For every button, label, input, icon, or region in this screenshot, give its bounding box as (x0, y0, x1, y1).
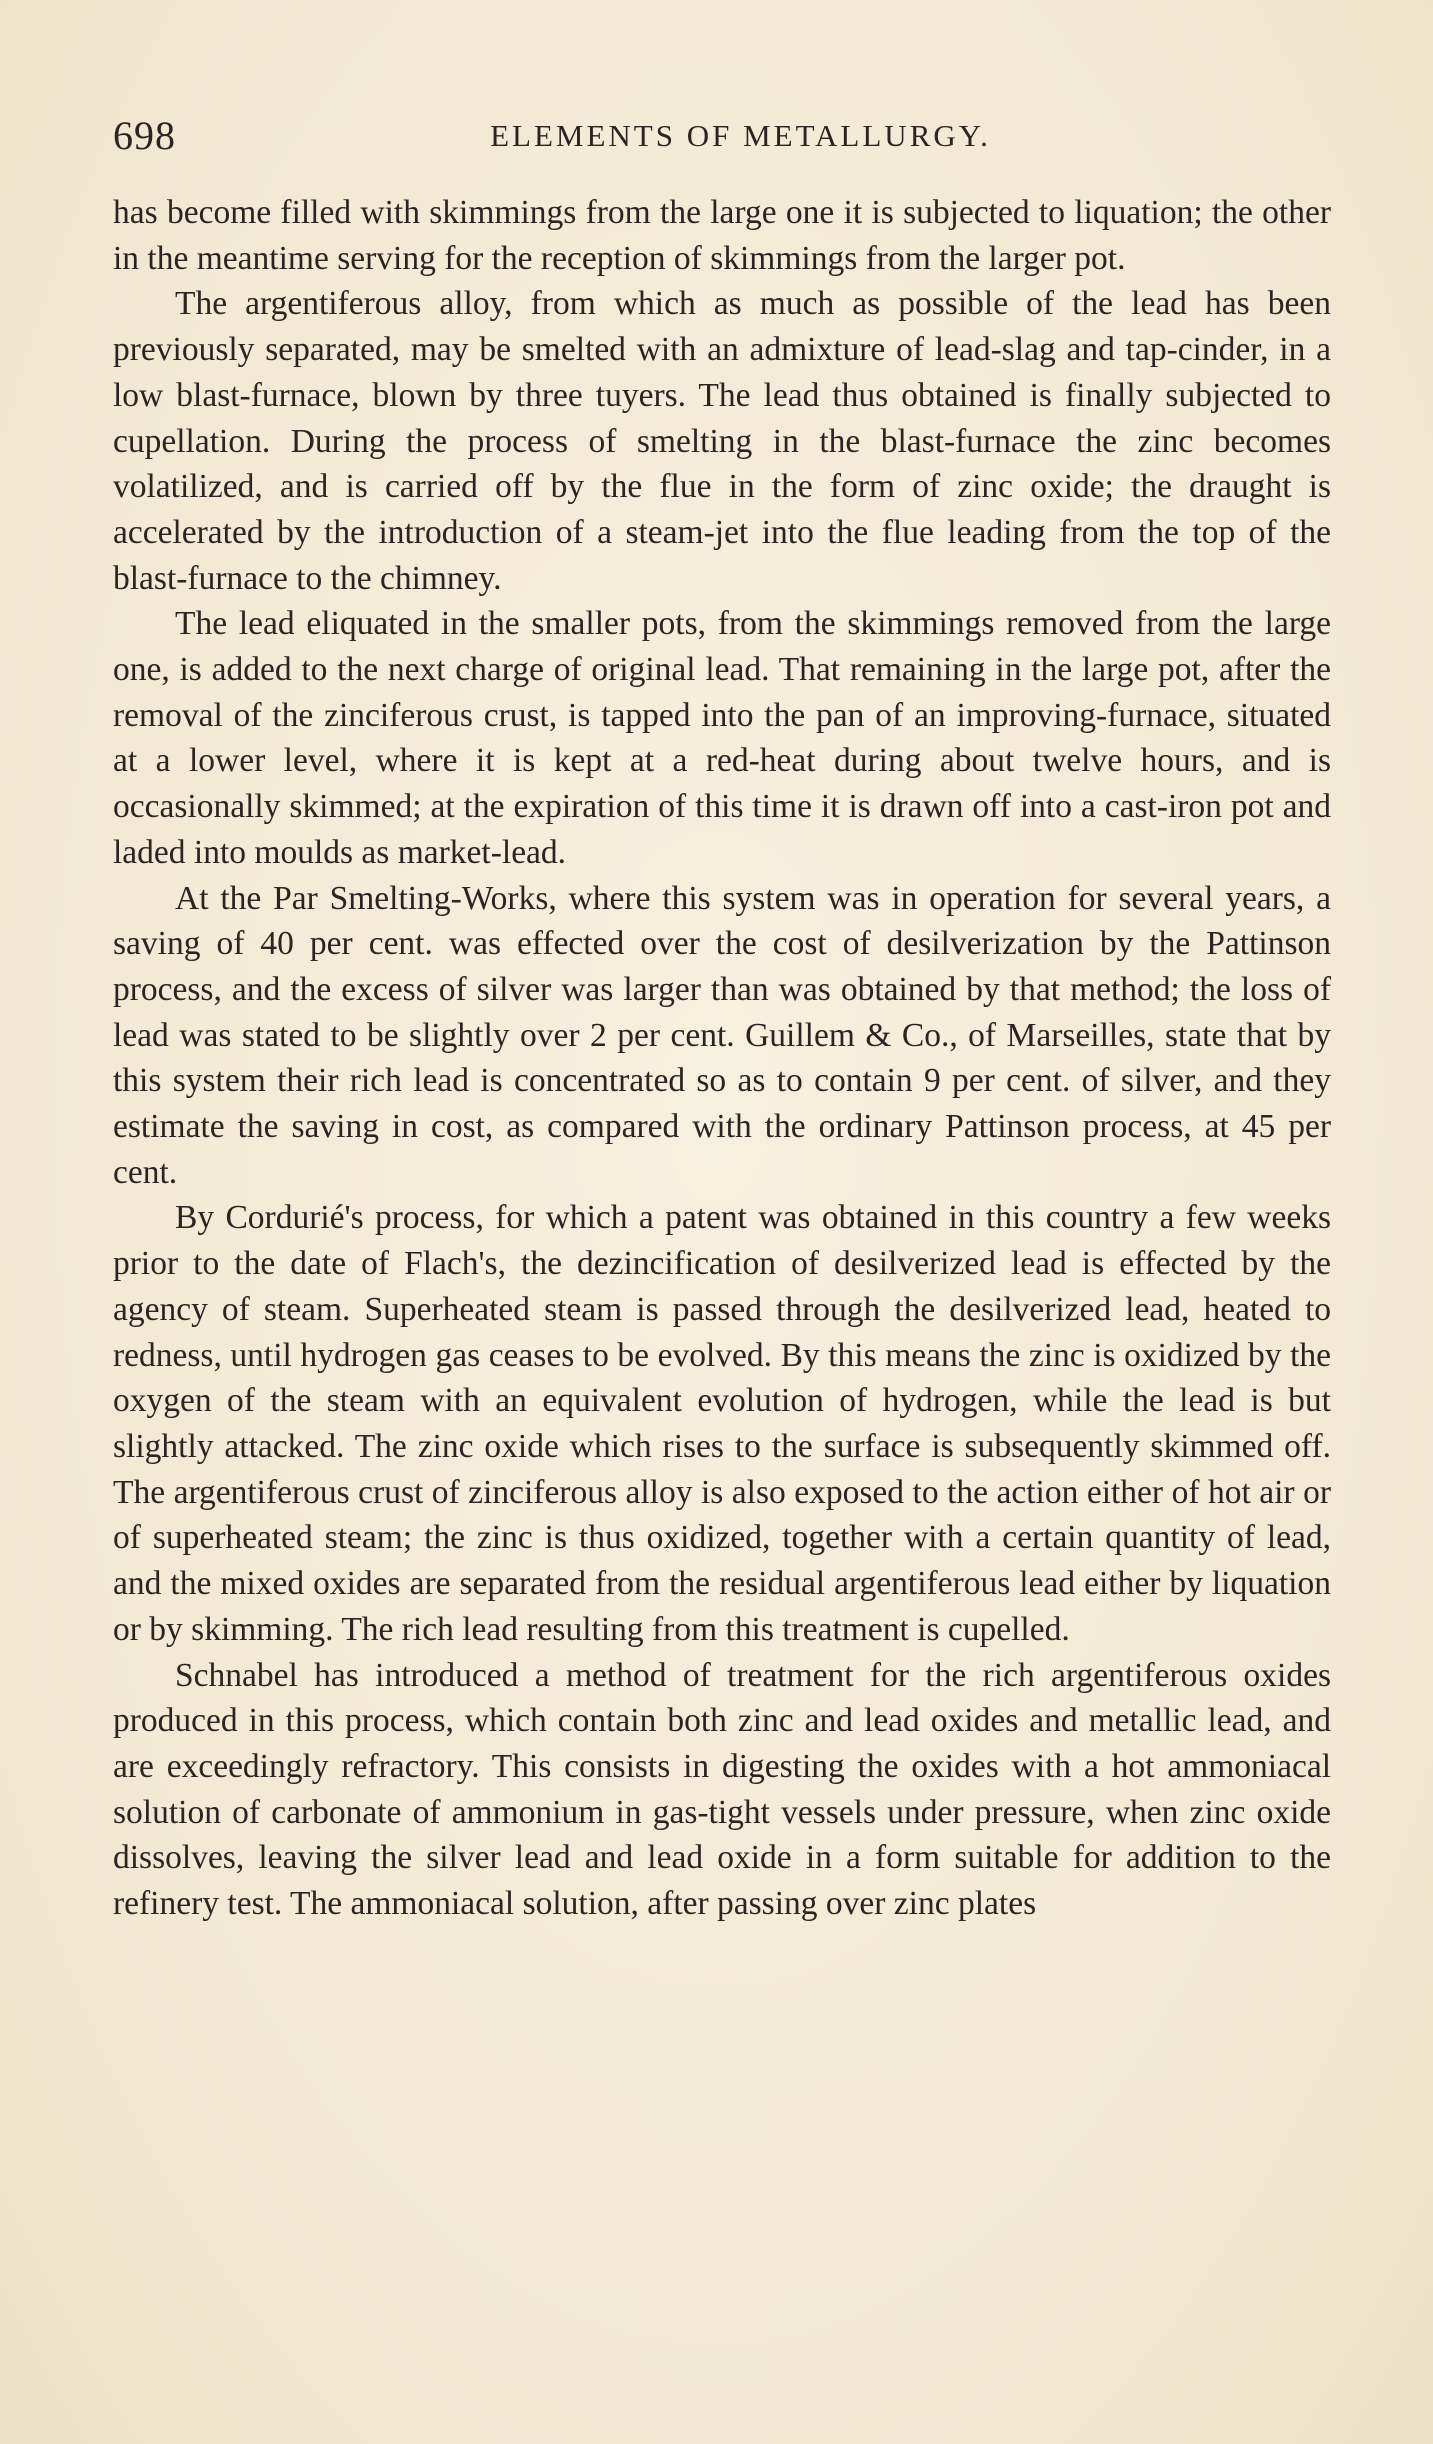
body-text (113, 190, 1331, 1927)
paragraph-lead-eliquated: The lead eliquated in the smaller pots, from the skimmings removed from the large one, is added to the next charge of original lead. That remaining in the large pot, after the removal of the zinciferous crust, is tapped into the pan of an improving-furnace, situated at a lower level, where it is kept at a red-heat during about twelve hours, and is occasionally skimmed; at the expiration of this time it is drawn off into a cast-iron pot and laded into moulds as market-lead. (113, 605, 1331, 871)
paragraph-cordurie-process: By Cordurié's process, for which a patent was obtained in this country a few weeks prior to the date of Flach's, the dezincification of desilverized lead is effected by the agency of steam. Superheated steam is passed through the desilverized lead, heated to redness, until hydrogen gas ceases to be evolved. By this means the zinc is oxidized by the oxygen of the steam with an equivalent evolution of hydrogen, while the lead is but slightly attacked. The zinc oxide which rises to the surface is subsequently skimmed off. The argentiferous crust of zinciferous alloy is also exposed to the action either of hot air or of superheated steam; the zinc is thus oxidized, together with a certain quantity of lead, and the mixed oxides are separated from the residual argentiferous lead either by liquation or by skimming. The rich lead resulting from this treatment is cupelled. (113, 1199, 1331, 1648)
page-header (113, 112, 1328, 162)
page-number: 698 (113, 113, 176, 158)
paragraph-schnabel-method: Schnabel has introduced a method of treatment for the rich argentiferous oxides produced in this process, which contain both zinc and lead oxides and metallic lead, and are exceedingly refractory. This consists in digesting the oxides with a hot ammoniacal solution of carbonate of ammonium in gas-tight vessels under pressure, when zinc oxide dissolves, leaving the silver lead and lead oxide in a form suitable for addition to the refinery test. The ammoniacal solution, after passing over zinc plates (113, 1656, 1331, 1923)
paragraph-argentiferous-alloy: The argentiferous alloy, from which as much as possible of the lead has been previously separated, may be smelted with an admixture of lead-slag and tap-cinder, in a low blast-furnace, blown by three tuyers. The lead thus obtained is finally subjected to cupellation. During the process of smelting in the blast-furnace the zinc becomes volatilized, and is carried off by the flue in the form of zinc oxide; the draught is accelerated by the introduction of a steam-jet into the flue leading from the top of the blast-furnace to the chimney. (113, 285, 1331, 597)
running-title: ELEMENTS OF METALLURGY. (490, 118, 991, 153)
paragraph-continuation: has become filled with skimmings from the large one it is subjected to liquation; the other in the meantime serving for the reception of skimmings from the larger pot. (113, 194, 1331, 277)
paragraph-par-smelting-works: At the Par Smelting-Works, where this system was in operation for several years, a saving of 40 per cent. was effected over the cost of desilverization by the Pattinson process, and the excess of silver was larger than was obtained by that method; the loss of lead was stated to be slightly over 2 per cent. Guillem & Co., of Marseilles, state that by this system their rich lead is concentrated so as to contain 9 per cent. of silver, and they estimate the saving in cost, as compared with the ordinary Pattinson process, at 45 per cent. (113, 879, 1331, 1191)
